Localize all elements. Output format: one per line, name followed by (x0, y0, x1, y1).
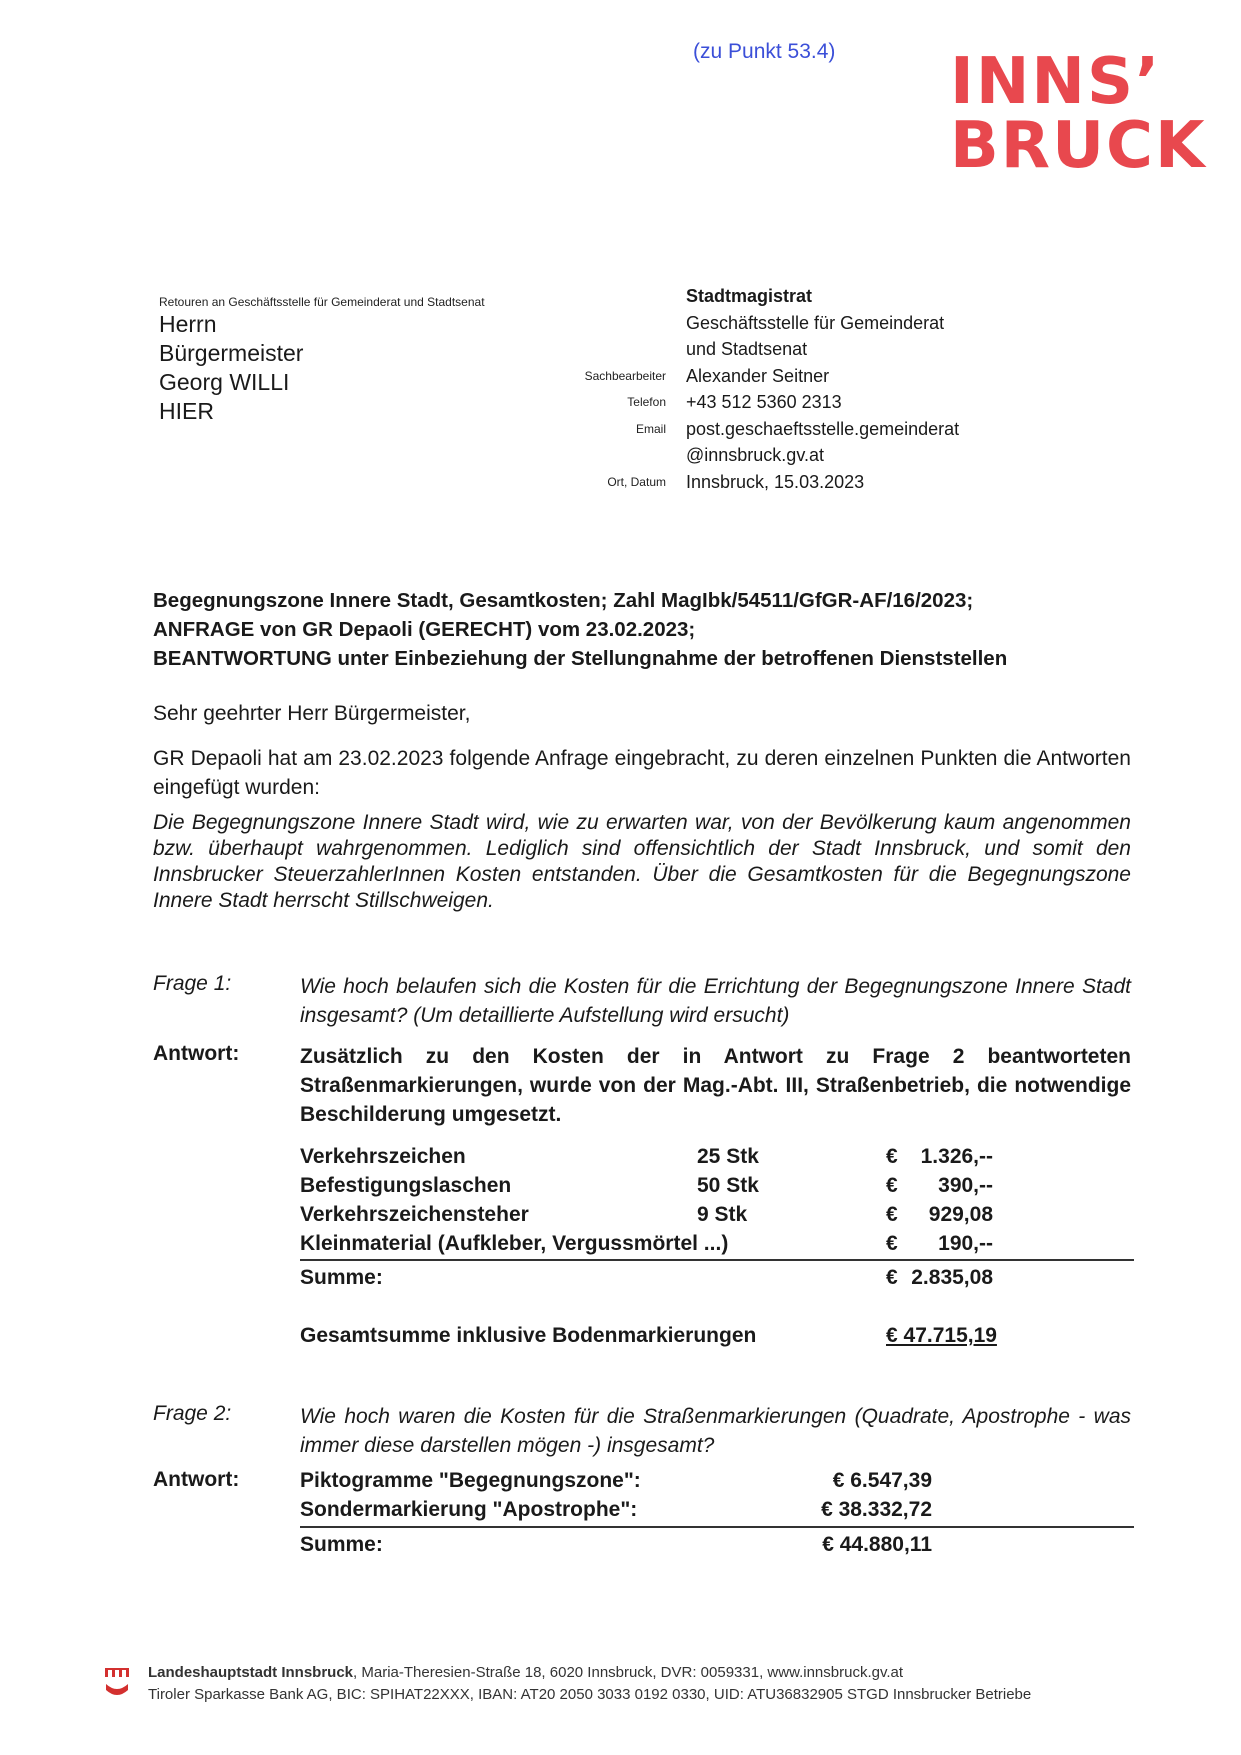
greeting: Sehr geehrter Herr Bürgermeister, (153, 702, 471, 725)
subject-line: Begegnungszone Innere Stadt, Gesamtkosten; Zahl MagIbk/54511/GfGR-AF/16/2023; (153, 589, 974, 612)
recipient-line: HIER (159, 398, 214, 424)
currency-symbol: € (886, 1203, 898, 1226)
answer-1-label: Antwort: (153, 1042, 240, 1065)
label-email: Email (635, 421, 666, 436)
cost-item-amount: 1.326,-- (920, 1145, 993, 1168)
marking-item-amount: € 6.547,39 (832, 1469, 932, 1492)
sender-labels (520, 283, 666, 495)
sender-org: Stadtmagistrat (686, 286, 813, 306)
question-1-text: Wie hoch belaufen sich die Kosten für die Errichtung der Begegnungszone Innere Stadt insgesamt? (Um detaillierte Aufstellung wird ersucht) (300, 975, 1131, 1027)
subject-line: ANFRAGE von GR Depaoli (GERECHT) vom 23.02.2023; (153, 618, 696, 641)
footer-city: Landeshauptstadt Innsbruck (148, 1664, 354, 1681)
question-2-text: Wie hoch waren die Kosten für die Straßenmarkierungen (Quadrate, Apostrophe - was immer diese darstellen mögen -) insgesamt? (300, 1405, 1131, 1457)
subject (153, 586, 1113, 673)
sum-amount: 2.835,08 (911, 1266, 993, 1289)
cost-item-name: Verkehrszeichensteher (300, 1203, 529, 1226)
recipient-address (159, 310, 303, 426)
marking-item-amount: € 38.332,72 (821, 1498, 932, 1521)
marking-item-name: Sondermarkierung "Apostrophe": (300, 1498, 638, 1521)
sender-email-domain: @innsbruck.gv.at (686, 445, 824, 465)
footer-bank: Tiroler Sparkasse Bank AG, BIC: SPIHAT22XXX, IBAN: AT20 2050 3033 0192 0330, UID: ATU36832905 STGD Innsbrucker Betriebe (148, 1686, 1032, 1703)
label-phone: Telefon (627, 395, 666, 409)
recipient-line: Herrn (159, 311, 217, 337)
grand-total-amount: € 47.715,19 (886, 1324, 997, 1347)
answer-1-text: Zusätzlich zu den Kosten der in Antwort zu Frage 2 beantworteten Straßenmarkierungen, wurde von der Mag.-Abt. III, Straßenbetrieb, die notwendige Beschilderung umgesetzt. (300, 1045, 1131, 1126)
cost-item-qty: 9 Stk (697, 1203, 748, 1226)
label-date: Ort, Datum (607, 474, 666, 489)
sender-dept: Geschäftsstelle für Gemeinderat (686, 312, 945, 333)
sender-email: post.geschaeftsstelle.gemeinderat (686, 418, 960, 439)
sum-label: Summe: (300, 1533, 383, 1556)
subject-line: BEANTWORTUNG unter Einbeziehung der Stellungnahme der betroffenen Dienststellen (153, 647, 1008, 670)
footer-address: , Maria-Theresien-Straße 18, 6020 Innsbruck, DVR: 0059331, www.innsbruck.gv.at (353, 1664, 904, 1681)
city-crest-icon (104, 1666, 130, 1702)
marking-item-name: Piktogramme "Begegnungszone": (300, 1469, 641, 1492)
sender-info (686, 283, 959, 495)
sum-label: Summe: (300, 1266, 383, 1289)
sender-clerk: Alexander Seitner (686, 365, 830, 386)
cost-item-qty: 25 Stk (697, 1145, 759, 1168)
recipient-line: Georg WILLI (159, 369, 290, 395)
sum-amount: € 44.880,11 (822, 1533, 932, 1556)
sender-date: Innsbruck, 15.03.2023 (686, 471, 865, 492)
question-2-label: Frage 2: (153, 1402, 232, 1425)
footer (148, 1662, 1031, 1706)
sum-divider (300, 1259, 1134, 1261)
logo-line-2: BRUCK (950, 109, 1207, 183)
inquiry-quote: Die Begegnungszone Innere Stadt wird, wie zu erwarten war, von der Bevölkerung kaum angenommen bzw. überhaupt wahrgenommen. Lediglich sind offensichtlich der Stadt Innsbruck, und somit den Innsbrucker SteuerzahlerInnen Kosten entstanden. Über die Gesamtkosten für die Begegnungszone Innere Stadt herrscht Stillschweigen. (153, 811, 1131, 912)
innsbruck-logo (950, 45, 1207, 183)
return-note: Retouren an Geschäftsstelle für Gemeinderat und Stadtsenat (159, 295, 485, 309)
currency-symbol: € (886, 1266, 898, 1289)
grand-total-label: Gesamtsumme inklusive Bodenmarkierungen (300, 1324, 757, 1347)
cost-item-name: Kleinmaterial (Aufkleber, Vergussmörtel ...) (300, 1232, 729, 1255)
recipient-line: Bürgermeister (159, 340, 304, 366)
cost-item-name: Verkehrszeichen (300, 1145, 466, 1168)
currency-symbol: € (886, 1145, 898, 1168)
label-clerk: Sachbearbeiter (584, 368, 666, 383)
agenda-reference: (zu Punkt 53.4) (693, 40, 836, 63)
currency-symbol: € (886, 1174, 898, 1197)
logo-line-1: INNS’ (950, 45, 1162, 119)
sum-divider (300, 1526, 1134, 1528)
cost-item-amount: 190,-- (938, 1232, 993, 1255)
currency-symbol: € (886, 1232, 898, 1255)
cost-item-name: Befestigungslaschen (300, 1174, 512, 1197)
sender-dept: und Stadtsenat (686, 339, 808, 359)
question-1-label: Frage 1: (153, 972, 232, 995)
answer-2-label: Antwort: (153, 1468, 240, 1491)
intro-paragraph: GR Depaoli hat am 23.02.2023 folgende Anfrage eingebracht, zu deren einzelnen Punkten die Antworten eingefügt wurden: (153, 747, 1131, 799)
cost-item-amount: 390,-- (938, 1174, 993, 1197)
sender-phone: +43 512 5360 2313 (686, 392, 842, 412)
cost-item-amount: 929,08 (928, 1203, 993, 1226)
cost-item-qty: 50 Stk (697, 1174, 759, 1197)
